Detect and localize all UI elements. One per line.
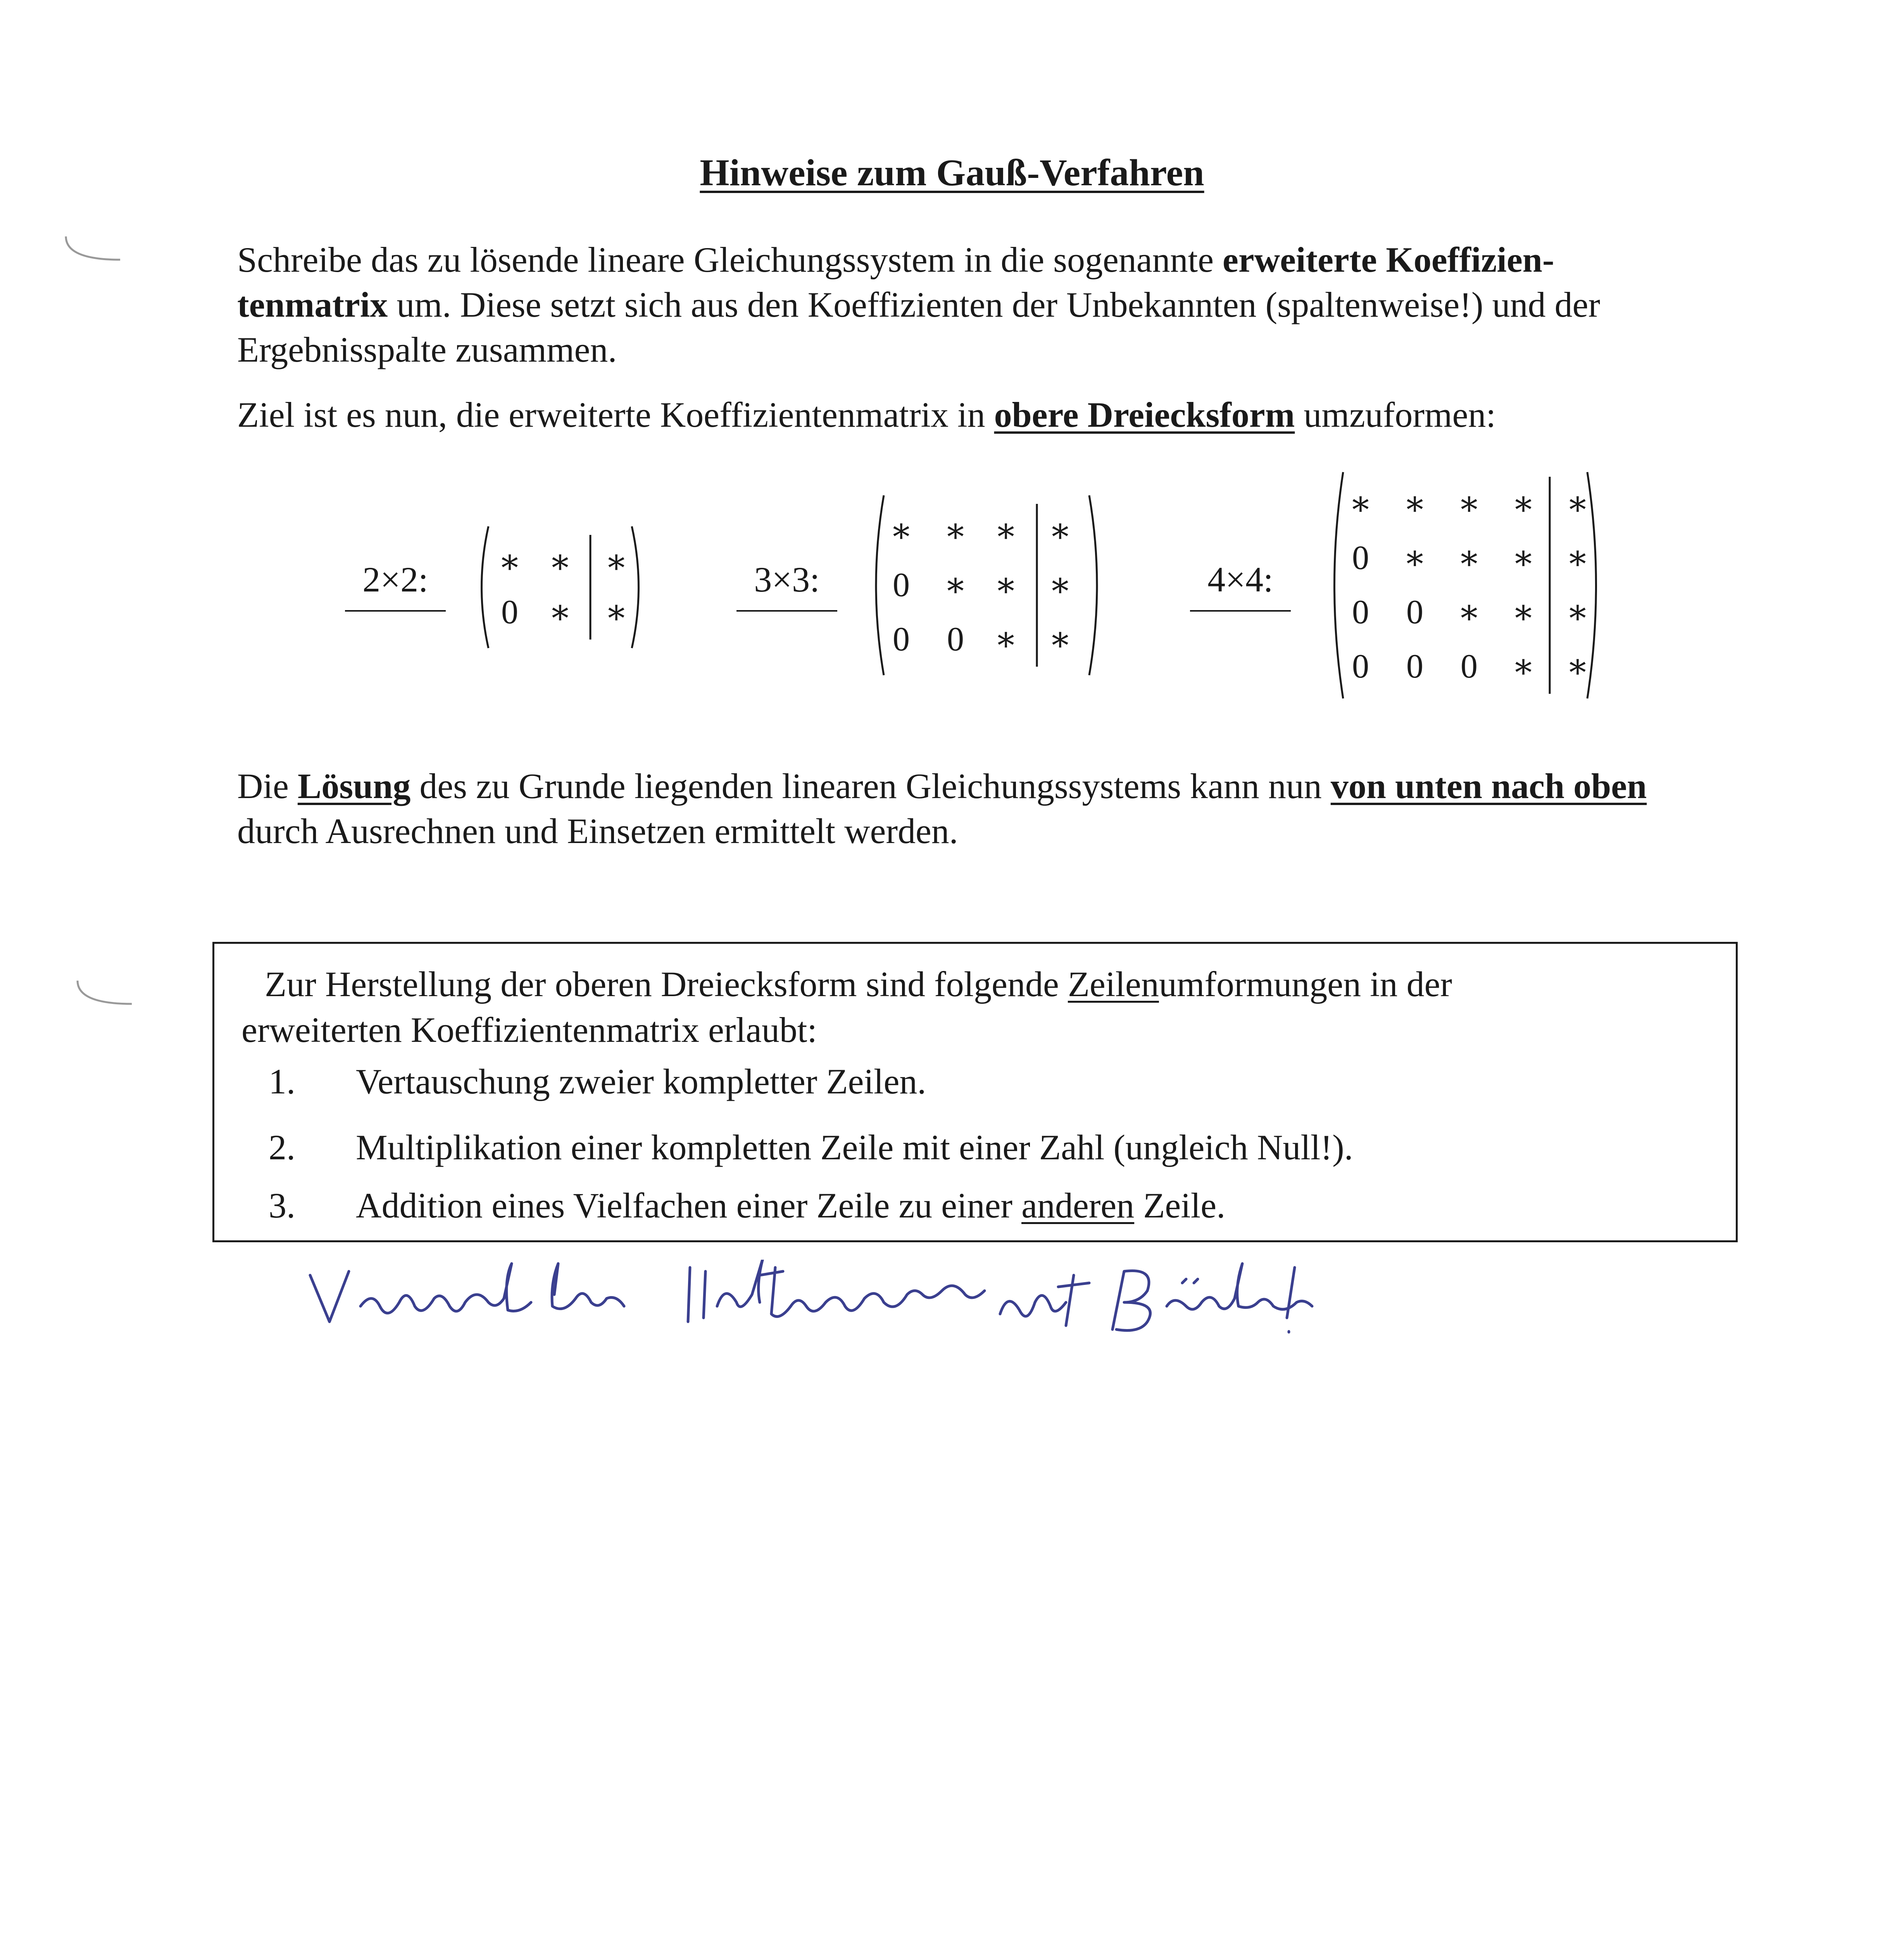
rule-text-a: Addition eines Vielfachen einer Zeile zu einer [356,1186,1022,1225]
intro-text-2: um. Diese setzt sich aus den Koeffizienten der Unbekannten (spaltenweise!) und der Ergebnisspalte zusammen. [237,285,1600,369]
matrix-cell: ∗ [994,512,1018,550]
matrix-cell: 0 [893,621,910,658]
matrix-cell: ∗ [498,543,521,581]
matrix-cell: ∗ [944,566,967,604]
matrix-cell: 0 [501,593,518,631]
matrix-cell: 0 [1461,648,1478,685]
solution-paragraph [237,764,1702,853]
intro-text-1: Schreibe das zu lösende lineare Gleichungssystem in die sogenannte [237,240,1223,279]
rule-text-b: Zeile. [1134,1186,1226,1225]
matrix-cell: 0 [1352,648,1369,685]
matrix-cell: ∗ [890,512,913,550]
matrix-cell: ∗ [1457,485,1481,522]
rule-text [356,1184,1225,1227]
matrix-cell: ∗ [548,593,572,631]
matrix-label-3x3: 3×3: [736,558,837,601]
matrix-2x2 [471,523,649,651]
matrix-cell: ∗ [1457,593,1481,631]
intro-paragraph [237,237,1702,372]
rule-number: 3. [269,1186,295,1225]
matrix-cell: ∗ [1566,485,1589,522]
rule-number: 1. [269,1062,295,1101]
solution-text-1: Die [237,766,298,806]
matrix-cell: ∗ [1049,566,1072,604]
matrix-cell: ∗ [1457,539,1481,577]
goal-paragraph [237,392,1702,437]
goal-text-2: umzuformen: [1295,395,1496,434]
matrix-cell: ∗ [1049,621,1072,658]
matrix-cell: ∗ [1566,539,1589,577]
matrix-cell: 0 [1352,593,1369,631]
matrix-cell: ∗ [1566,648,1589,685]
matrix-cell: ∗ [1349,485,1372,522]
matrix-4x4 [1326,469,1605,702]
solution-text-3: durch Ausrechnen und Einsetzen ermittelt werden. [237,811,958,851]
solution-term-loesung: Lösung [297,766,411,806]
matrix-cell: ∗ [1049,512,1072,550]
rule-number: 2. [269,1128,295,1167]
solution-text-2: des zu Grunde liegenden linearen Gleichungssystems kann nun [410,766,1331,806]
rule-text: Vertauschung zweier kompletter Zeilen. [356,1062,926,1101]
matrix-cell: ∗ [548,543,572,581]
rules-intro-text-2: umformungen in der [1159,964,1452,1004]
matrix-cell: ∗ [605,593,628,631]
matrix-cell: ∗ [1566,593,1589,631]
matrix-cell: 0 [947,621,964,658]
matrix-cell: ∗ [605,543,628,581]
intro-term-bold: erweiterte Koeffizien-tenmatrix [237,240,1554,324]
matrix-cell: ∗ [994,621,1018,658]
rules-intro-text-3: erweiterten Koeffizientenmatrix erlaubt: [241,1010,817,1050]
matrix-cell: 0 [1406,593,1423,631]
matrix-cell: ∗ [1403,539,1426,577]
goal-term-underlined: obere Dreiecksform [994,395,1295,434]
scan-hole-mark [58,233,128,267]
matrix-label-4x4: 4×4: [1190,558,1291,601]
solution-term-direction: von unten nach oben [1330,766,1647,806]
matrix-cell: 0 [1352,539,1369,577]
rules-intro-term-zeilen: Zeilen [1068,964,1159,1004]
matrix-cell: ∗ [1512,648,1535,685]
matrix-label-2x2: 2×2: [345,558,446,601]
rules-box [212,942,1738,1242]
handwritten-note-scribble [302,1260,1620,1360]
rule-term-anderen: anderen [1021,1186,1135,1225]
goal-text-1: Ziel ist es nun, die erweiterte Koeffizientenmatrix in [237,395,994,434]
matrix-cell: ∗ [1512,593,1535,631]
matrix-cell: ∗ [944,512,967,550]
matrix-cell: ∗ [994,566,1018,604]
matrix-cell: ∗ [1403,485,1426,522]
scan-hole-mark [70,977,140,1012]
page-title: Hinweise zum Gauß-Verfahren [700,152,1204,194]
matrix-cell: ∗ [1512,485,1535,522]
rule-text: Multiplikation einer kompletten Zeile mit einer Zahl (ungleich Null!). [356,1128,1353,1167]
rules-intro-text-1: Zur Herstellung der oberen Dreiecksform sind folgende [265,964,1068,1004]
handwritten-note [302,1260,1620,1360]
matrix-cell: 0 [1406,648,1423,685]
rules-intro [241,961,1699,1053]
matrix-cell: 0 [893,566,910,604]
matrix-3x3 [866,492,1107,678]
matrix-cell: ∗ [1512,539,1535,577]
